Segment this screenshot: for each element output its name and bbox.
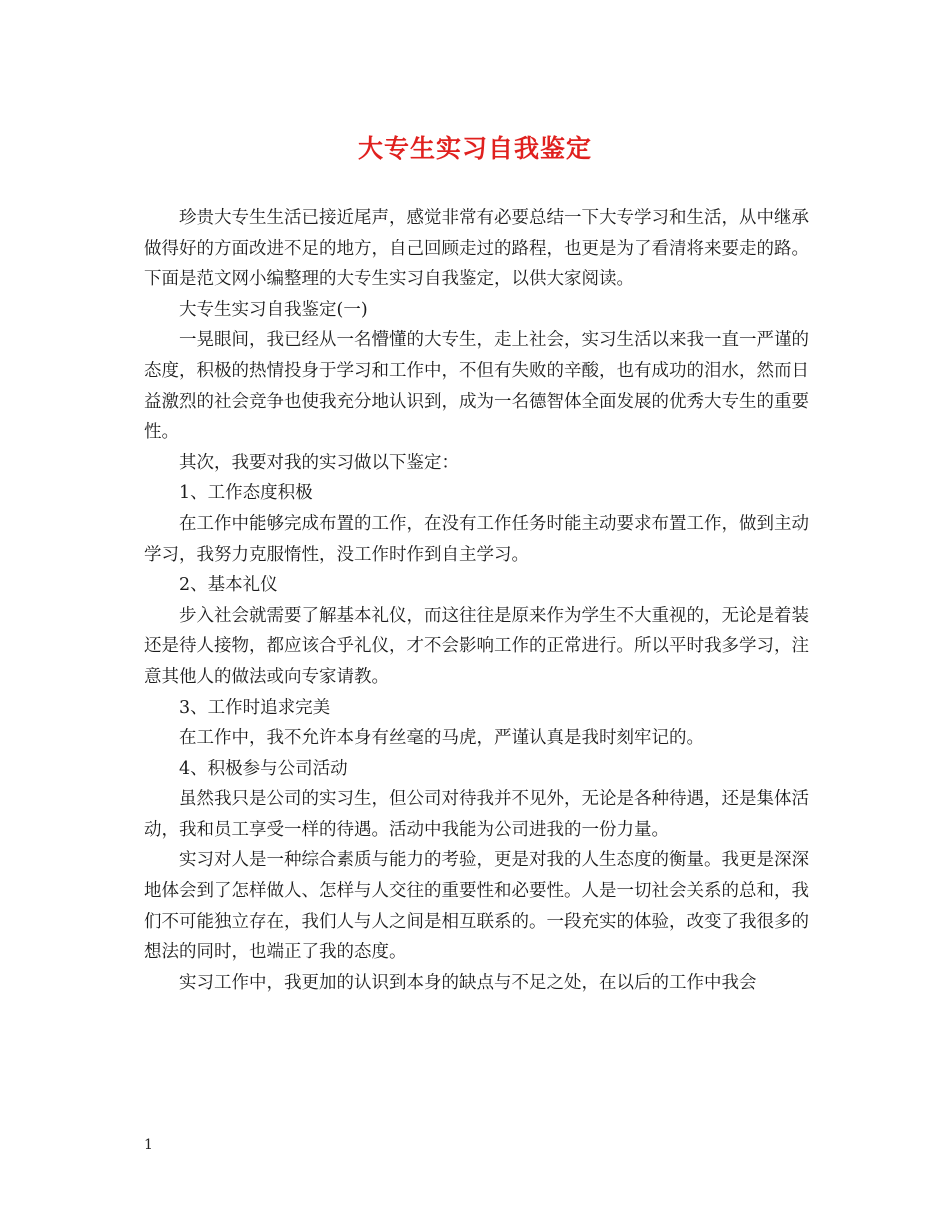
list-heading: 2、基本礼仪 — [179, 575, 278, 596]
document-body — [144, 203, 809, 998]
intro-paragraph: 珍贵大专生生活已接近尾声，感觉非常有必要总结一下大专学习和生活，从中继承做得好的方面改进不足的地方，自己回顾走过的路程，也更是为了看清将来要走的路。下面是范文网小编整理的大专生实习自我鉴定，以供大家阅读。 — [144, 208, 809, 290]
list-heading: 3、工作时追求完美 — [179, 697, 331, 718]
list-heading: 1、工作态度积极 — [179, 483, 313, 504]
body-paragraph: 实习对人是一种综合素质与能力的考验，更是对我的人生态度的衡量。我更是深深地体会到了怎样做人、怎样与人交往的重要性和必要性。人是一切社会关系的总和，我们不可能独立存在，我们人与人之间是相互联系的。一段充实的体验，改变了我很多的想法的同时，也端正了我的态度。 — [144, 850, 809, 963]
body-paragraph: 在工作中能够完成布置的工作，在没有工作任务时能主动要求布置工作，做到主动学习，我努力克服惰性，没工作时作到自主学习。 — [144, 513, 809, 565]
list-heading: 4、积极参与公司活动 — [179, 758, 348, 779]
page-number: 1 — [144, 1137, 153, 1153]
body-paragraph: 步入社会就需要了解基本礼仪，而这往往是原来作为学生不大重视的，无论是着装还是待人接物，都应该合乎礼仪，才不会影响工作的正常进行。所以平时我多学习，注意其他人的做法或向专家请教。 — [144, 605, 809, 687]
body-paragraph: 其次，我要对我的实习做以下鉴定： — [179, 452, 459, 473]
body-paragraph: 实习工作中，我更加的认识到本身的缺点与不足之处，在以后的工作中我会 — [179, 972, 757, 993]
document-title: 大专生实习自我鉴定 — [357, 134, 592, 163]
body-paragraph: 虽然我只是公司的实习生，但公司对待我并不见外，无论是各种待遇，还是集体活动，我和员工享受一样的待遇。活动中我能为公司进我的一份力量。 — [144, 789, 809, 840]
body-paragraph: 在工作中，我不允许本身有丝毫的马虎，严谨认真是我时刻牢记的。 — [179, 728, 704, 749]
section-heading: 大专生实习自我鉴定(一) — [179, 299, 368, 320]
body-paragraph: 一晃眼间，我已经从一名懵懂的大专生，走上社会，实习生活以来我一直一严谨的态度，积极的热情投身于学习和工作中，不但有失败的辛酸，也有成功的泪水，然而日益激烈的社会竞争也使我充分地认识到，成为一名德智体全面发展的优秀大专生的重要性。 — [144, 330, 809, 443]
